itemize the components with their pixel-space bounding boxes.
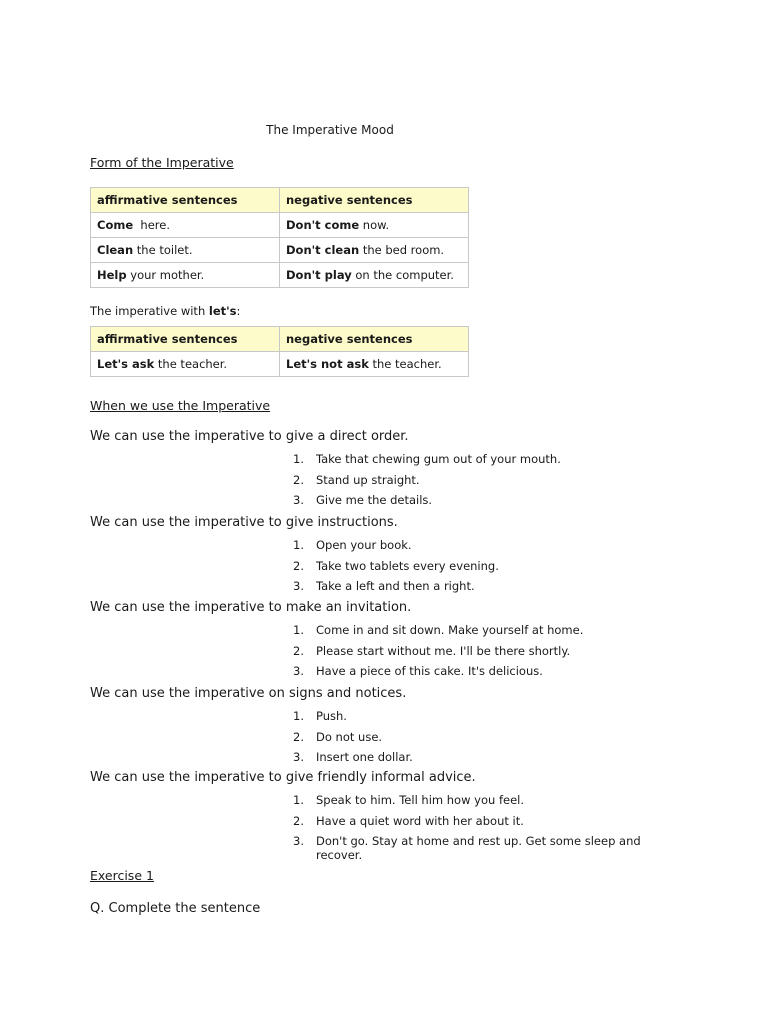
cell-rest: your mother. <box>126 268 205 282</box>
header-negative: negative sentences <box>280 327 469 352</box>
list-item <box>293 750 653 771</box>
list-item <box>293 730 653 751</box>
list-number: 2. <box>293 558 304 573</box>
list-item <box>293 814 653 835</box>
list-item <box>293 579 653 600</box>
cell-negative <box>280 352 469 377</box>
lets-intro-suffix: : <box>236 304 241 318</box>
list-item <box>293 493 653 514</box>
cell-rest: here. <box>133 218 171 232</box>
header-affirmative: affirmative sentences <box>91 327 280 352</box>
page-title: The Imperative Mood <box>266 123 394 137</box>
list-item <box>293 644 653 665</box>
cell-verb: Let's ask <box>97 357 155 371</box>
list-text: Insert one dollar. <box>316 750 413 764</box>
table-header-row <box>91 327 469 352</box>
list-item <box>293 664 653 685</box>
cell-affirmative <box>91 352 280 377</box>
cell-affirmative <box>91 263 280 288</box>
example-list <box>293 623 653 685</box>
cell-negative <box>280 213 469 238</box>
table-header-row <box>91 188 469 213</box>
header-negative: negative sentences <box>280 188 469 213</box>
example-list <box>293 709 653 771</box>
list-text: Give me the details. <box>316 493 433 507</box>
table-row <box>91 238 469 263</box>
list-number: 3. <box>293 834 304 848</box>
cell-negative <box>280 263 469 288</box>
usage-text: We can use the imperative to give a direct order. <box>90 429 409 444</box>
list-text: Stand up straight. <box>316 472 420 487</box>
example-list <box>293 452 653 514</box>
table-row <box>91 263 469 288</box>
cell-verb: Come <box>97 218 134 232</box>
form-heading: Form of the Imperative <box>90 155 234 170</box>
list-number: 1. <box>293 709 304 723</box>
exercise-heading: Exercise 1 <box>90 868 154 883</box>
list-number: 2. <box>293 729 304 744</box>
when-heading: When we use the Imperative <box>90 398 271 413</box>
cell-affirmative <box>91 213 280 238</box>
list-text: Have a piece of this cake. It's delicious. <box>316 664 543 678</box>
list-number: 1. <box>293 538 304 552</box>
list-text: Take two tablets every evening. <box>316 558 499 573</box>
list-item <box>293 709 653 730</box>
list-number: 1. <box>293 793 304 807</box>
cell-verb: Don't come <box>286 218 360 232</box>
lets-intro-keyword: let's <box>208 304 237 318</box>
list-text: Do not use. <box>316 729 383 744</box>
cell-negative <box>280 238 469 263</box>
list-text: Come in and sit down. Make yourself at home. <box>316 623 584 637</box>
list-text: Don't go. Stay at home and rest up. Get some sleep and recover. <box>316 834 641 862</box>
list-item <box>293 538 653 559</box>
list-item <box>293 452 653 473</box>
list-item <box>293 623 653 644</box>
list-item <box>293 834 653 866</box>
cell-verb: Let's not ask <box>286 357 369 371</box>
list-item <box>293 559 653 580</box>
example-list <box>293 538 653 600</box>
header-affirmative: affirmative sentences <box>91 188 280 213</box>
cell-rest: the toilet. <box>133 243 193 257</box>
list-number: 3. <box>293 664 304 678</box>
question-text: Q. Complete the sentence <box>90 901 261 916</box>
usage-text: We can use the imperative to give instructions. <box>90 515 398 530</box>
table-row <box>91 352 469 377</box>
example-list <box>293 793 653 866</box>
lets-intro <box>90 304 240 318</box>
list-number: 2. <box>293 813 304 828</box>
table-row <box>91 213 469 238</box>
list-number: 3. <box>293 750 304 764</box>
cell-verb: Don't play <box>286 268 352 282</box>
form-table <box>90 187 469 288</box>
usage-text: We can use the imperative on signs and notices. <box>90 686 407 701</box>
cell-verb: Help <box>97 268 127 282</box>
cell-affirmative <box>91 238 280 263</box>
lets-intro-prefix: The imperative with <box>90 304 209 318</box>
list-number: 3. <box>293 579 304 593</box>
cell-rest: the teacher. <box>368 357 442 371</box>
list-text: Speak to him. Tell him how you feel. <box>316 793 524 807</box>
list-item <box>293 473 653 494</box>
list-text: Push. <box>316 709 347 723</box>
list-number: 1. <box>293 623 304 637</box>
cell-verb: Don't clean <box>286 243 360 257</box>
cell-verb: Clean <box>97 243 134 257</box>
usage-text: We can use the imperative to give friendly informal advice. <box>90 770 476 785</box>
list-number: 2. <box>293 472 304 487</box>
list-text: Open your book. <box>316 538 412 552</box>
cell-rest: the teacher. <box>154 357 228 371</box>
cell-rest: the bed room. <box>359 243 445 257</box>
usage-text: We can use the imperative to make an invitation. <box>90 600 412 615</box>
cell-rest: now. <box>359 218 390 232</box>
list-text: Take that chewing gum out of your mouth. <box>316 452 561 466</box>
list-item <box>293 793 653 814</box>
cell-rest: on the computer. <box>351 268 454 282</box>
list-number: 1. <box>293 452 304 466</box>
list-text: Have a quiet word with her about it. <box>316 813 524 828</box>
list-number: 2. <box>293 643 304 658</box>
list-text: Take a left and then a right. <box>316 579 475 593</box>
list-number: 3. <box>293 493 304 507</box>
lets-table <box>90 326 469 377</box>
list-text: Please start without me. I'll be there shortly. <box>316 643 571 658</box>
